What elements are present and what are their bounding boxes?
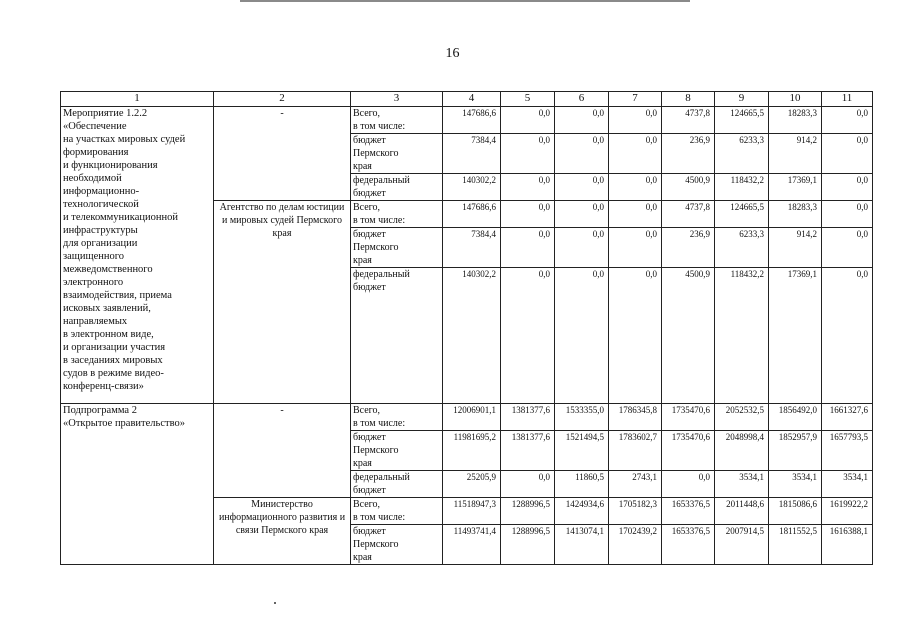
value-cell: 7384,4 bbox=[443, 228, 501, 268]
value-cell: 2743,1 bbox=[609, 471, 662, 498]
executor-name: - bbox=[280, 405, 284, 416]
value-cell: 0,0 bbox=[501, 201, 555, 228]
funding-source-label: Всего, в том числе: bbox=[353, 499, 406, 523]
value-cell: 1381377,6 bbox=[501, 431, 555, 471]
header-cell: 5 bbox=[501, 92, 555, 107]
funding-source-cell bbox=[351, 174, 443, 201]
value-cell: 6233,3 bbox=[715, 134, 769, 174]
value-cell: 0,0 bbox=[822, 201, 873, 228]
value-cell: 1533355,0 bbox=[555, 404, 609, 431]
value-cell: 11493741,4 bbox=[443, 525, 501, 565]
executor-cell bbox=[214, 498, 351, 565]
value-cell: 1735470,6 bbox=[662, 404, 715, 431]
funding-source-cell bbox=[351, 525, 443, 565]
executor-cell bbox=[214, 201, 351, 404]
value-cell: 0,0 bbox=[555, 228, 609, 268]
value-cell: 1657793,5 bbox=[822, 431, 873, 471]
page-number: 16 bbox=[445, 46, 460, 61]
value-cell: 17369,1 bbox=[769, 268, 822, 404]
value-cell: 1661327,6 bbox=[822, 404, 873, 431]
funding-source-label: бюджет Пермского края bbox=[353, 526, 399, 563]
value-cell: 1702439,2 bbox=[609, 525, 662, 565]
value-cell: 4737,8 bbox=[662, 201, 715, 228]
value-cell: 914,2 bbox=[769, 134, 822, 174]
value-cell: 1811552,5 bbox=[769, 525, 822, 565]
value-cell: 0,0 bbox=[501, 107, 555, 134]
value-cell: 1521494,5 bbox=[555, 431, 609, 471]
funding-source-label: Всего, в том числе: bbox=[353, 108, 406, 132]
value-cell: 118432,2 bbox=[715, 174, 769, 201]
value-cell: 1413074,1 bbox=[555, 525, 609, 565]
measure-name: Мероприятие 1.2.2 «Обеспечение на участках мировых судей формирования и функционирования необходимой информационно- технологической и телекоммуникационной инфраструктуры для организации защищенного межведомственного электронного взаимодействия, приема исковых заявлений, направляемых в электронном виде, и организации участия в заседаниях мировых судов в режиме видео- конференц-связи» bbox=[63, 108, 186, 392]
funding-source-label: бюджет Пермского края bbox=[353, 432, 399, 469]
value-cell: 124665,5 bbox=[715, 201, 769, 228]
value-cell: 1616388,1 bbox=[822, 525, 873, 565]
value-cell: 25205,9 bbox=[443, 471, 501, 498]
header-cell: 7 bbox=[609, 92, 662, 107]
value-cell: 147686,6 bbox=[443, 201, 501, 228]
value-cell: 7384,4 bbox=[443, 134, 501, 174]
value-cell: 1424934,6 bbox=[555, 498, 609, 525]
value-cell: 1653376,5 bbox=[662, 525, 715, 565]
value-cell: 140302,2 bbox=[443, 174, 501, 201]
funding-source-label: федеральный бюджет bbox=[353, 175, 410, 199]
value-cell: 0,0 bbox=[501, 268, 555, 404]
header-row bbox=[61, 92, 873, 107]
executor-cell bbox=[214, 107, 351, 201]
header-cell: 4 bbox=[443, 92, 501, 107]
value-cell: 0,0 bbox=[822, 134, 873, 174]
value-cell: 2011448,6 bbox=[715, 498, 769, 525]
table-row bbox=[61, 404, 873, 431]
value-cell: 0,0 bbox=[501, 174, 555, 201]
value-cell: 0,0 bbox=[555, 107, 609, 134]
funding-source-cell bbox=[351, 404, 443, 431]
value-cell: 0,0 bbox=[555, 268, 609, 404]
value-cell: 2007914,5 bbox=[715, 525, 769, 565]
value-cell: 4737,8 bbox=[662, 107, 715, 134]
header-cell: 1 bbox=[61, 92, 214, 107]
value-cell: 147686,6 bbox=[443, 107, 501, 134]
funding-source-label: Всего, в том числе: bbox=[353, 405, 406, 429]
funding-source-label: федеральный бюджет bbox=[353, 269, 410, 293]
value-cell: 118432,2 bbox=[715, 268, 769, 404]
value-cell: 1653376,5 bbox=[662, 498, 715, 525]
executor-name: - bbox=[280, 108, 284, 119]
funding-table bbox=[60, 91, 873, 565]
value-cell: 1783602,7 bbox=[609, 431, 662, 471]
header-cell: 9 bbox=[715, 92, 769, 107]
value-cell: 914,2 bbox=[769, 228, 822, 268]
value-cell: 4500,9 bbox=[662, 174, 715, 201]
header-cell: 3 bbox=[351, 92, 443, 107]
funding-source-cell bbox=[351, 471, 443, 498]
header-cell: 11 bbox=[822, 92, 873, 107]
funding-source-cell bbox=[351, 498, 443, 525]
value-cell: 0,0 bbox=[822, 107, 873, 134]
value-cell: 1852957,9 bbox=[769, 431, 822, 471]
measure-name-cell bbox=[61, 404, 214, 565]
value-cell: 0,0 bbox=[501, 471, 555, 498]
value-cell: 0,0 bbox=[609, 201, 662, 228]
value-cell: 0,0 bbox=[555, 201, 609, 228]
value-cell: 3534,1 bbox=[715, 471, 769, 498]
funding-source-cell bbox=[351, 431, 443, 471]
value-cell: 0,0 bbox=[822, 228, 873, 268]
executor-name: Агентство по делам юстиции и мировых судей Пермского края bbox=[219, 202, 345, 239]
value-cell: 0,0 bbox=[501, 134, 555, 174]
header-cell: 2 bbox=[214, 92, 351, 107]
header-cell: 10 bbox=[769, 92, 822, 107]
value-cell: 124665,5 bbox=[715, 107, 769, 134]
funding-source-cell bbox=[351, 201, 443, 228]
value-cell: 1735470,6 bbox=[662, 431, 715, 471]
funding-source-cell bbox=[351, 228, 443, 268]
value-cell: 11981695,2 bbox=[443, 431, 501, 471]
funding-source-label: Всего, в том числе: bbox=[353, 202, 406, 226]
value-cell: 2048998,4 bbox=[715, 431, 769, 471]
value-cell: 0,0 bbox=[609, 174, 662, 201]
funding-source-label: бюджет Пермского края bbox=[353, 135, 399, 172]
value-cell: 11860,5 bbox=[555, 471, 609, 498]
value-cell: 0,0 bbox=[555, 134, 609, 174]
scan-dot bbox=[274, 602, 276, 604]
value-cell: 1856492,0 bbox=[769, 404, 822, 431]
value-cell: 1705182,3 bbox=[609, 498, 662, 525]
funding-source-label: бюджет Пермского края bbox=[353, 229, 399, 266]
value-cell: 0,0 bbox=[609, 134, 662, 174]
value-cell: 1288996,5 bbox=[501, 525, 555, 565]
value-cell: 1381377,6 bbox=[501, 404, 555, 431]
executor-cell bbox=[214, 404, 351, 498]
value-cell: 1815086,6 bbox=[769, 498, 822, 525]
value-cell: 18283,3 bbox=[769, 201, 822, 228]
measure-name-cell bbox=[61, 107, 214, 404]
value-cell: 2052532,5 bbox=[715, 404, 769, 431]
funding-source-cell bbox=[351, 107, 443, 134]
value-cell: 0,0 bbox=[609, 107, 662, 134]
value-cell: 0,0 bbox=[555, 174, 609, 201]
value-cell: 12006901,1 bbox=[443, 404, 501, 431]
value-cell: 17369,1 bbox=[769, 174, 822, 201]
value-cell: 1786345,8 bbox=[609, 404, 662, 431]
funding-source-cell bbox=[351, 134, 443, 174]
executor-name: Министерство информационного развития и связи Пермского края bbox=[218, 499, 346, 536]
value-cell: 0,0 bbox=[501, 228, 555, 268]
value-cell: 1288996,5 bbox=[501, 498, 555, 525]
value-cell: 140302,2 bbox=[443, 268, 501, 404]
funding-source-label: федеральный бюджет bbox=[353, 472, 410, 496]
value-cell: 0,0 bbox=[822, 174, 873, 201]
value-cell: 236,9 bbox=[662, 134, 715, 174]
value-cell: 236,9 bbox=[662, 228, 715, 268]
value-cell: 0,0 bbox=[662, 471, 715, 498]
value-cell: 1619922,2 bbox=[822, 498, 873, 525]
value-cell: 3534,1 bbox=[769, 471, 822, 498]
measure-name: Подпрограмма 2 «Открытое правительство» bbox=[63, 405, 185, 429]
top-rule bbox=[240, 0, 690, 2]
value-cell: 4500,9 bbox=[662, 268, 715, 404]
header-cell: 6 bbox=[555, 92, 609, 107]
value-cell: 11518947,3 bbox=[443, 498, 501, 525]
value-cell: 18283,3 bbox=[769, 107, 822, 134]
funding-source-cell bbox=[351, 268, 443, 404]
header-cell: 8 bbox=[662, 92, 715, 107]
value-cell: 0,0 bbox=[609, 228, 662, 268]
value-cell: 6233,3 bbox=[715, 228, 769, 268]
value-cell: 0,0 bbox=[822, 268, 873, 404]
table-row bbox=[61, 107, 873, 134]
value-cell: 3534,1 bbox=[822, 471, 873, 498]
value-cell: 0,0 bbox=[609, 268, 662, 404]
